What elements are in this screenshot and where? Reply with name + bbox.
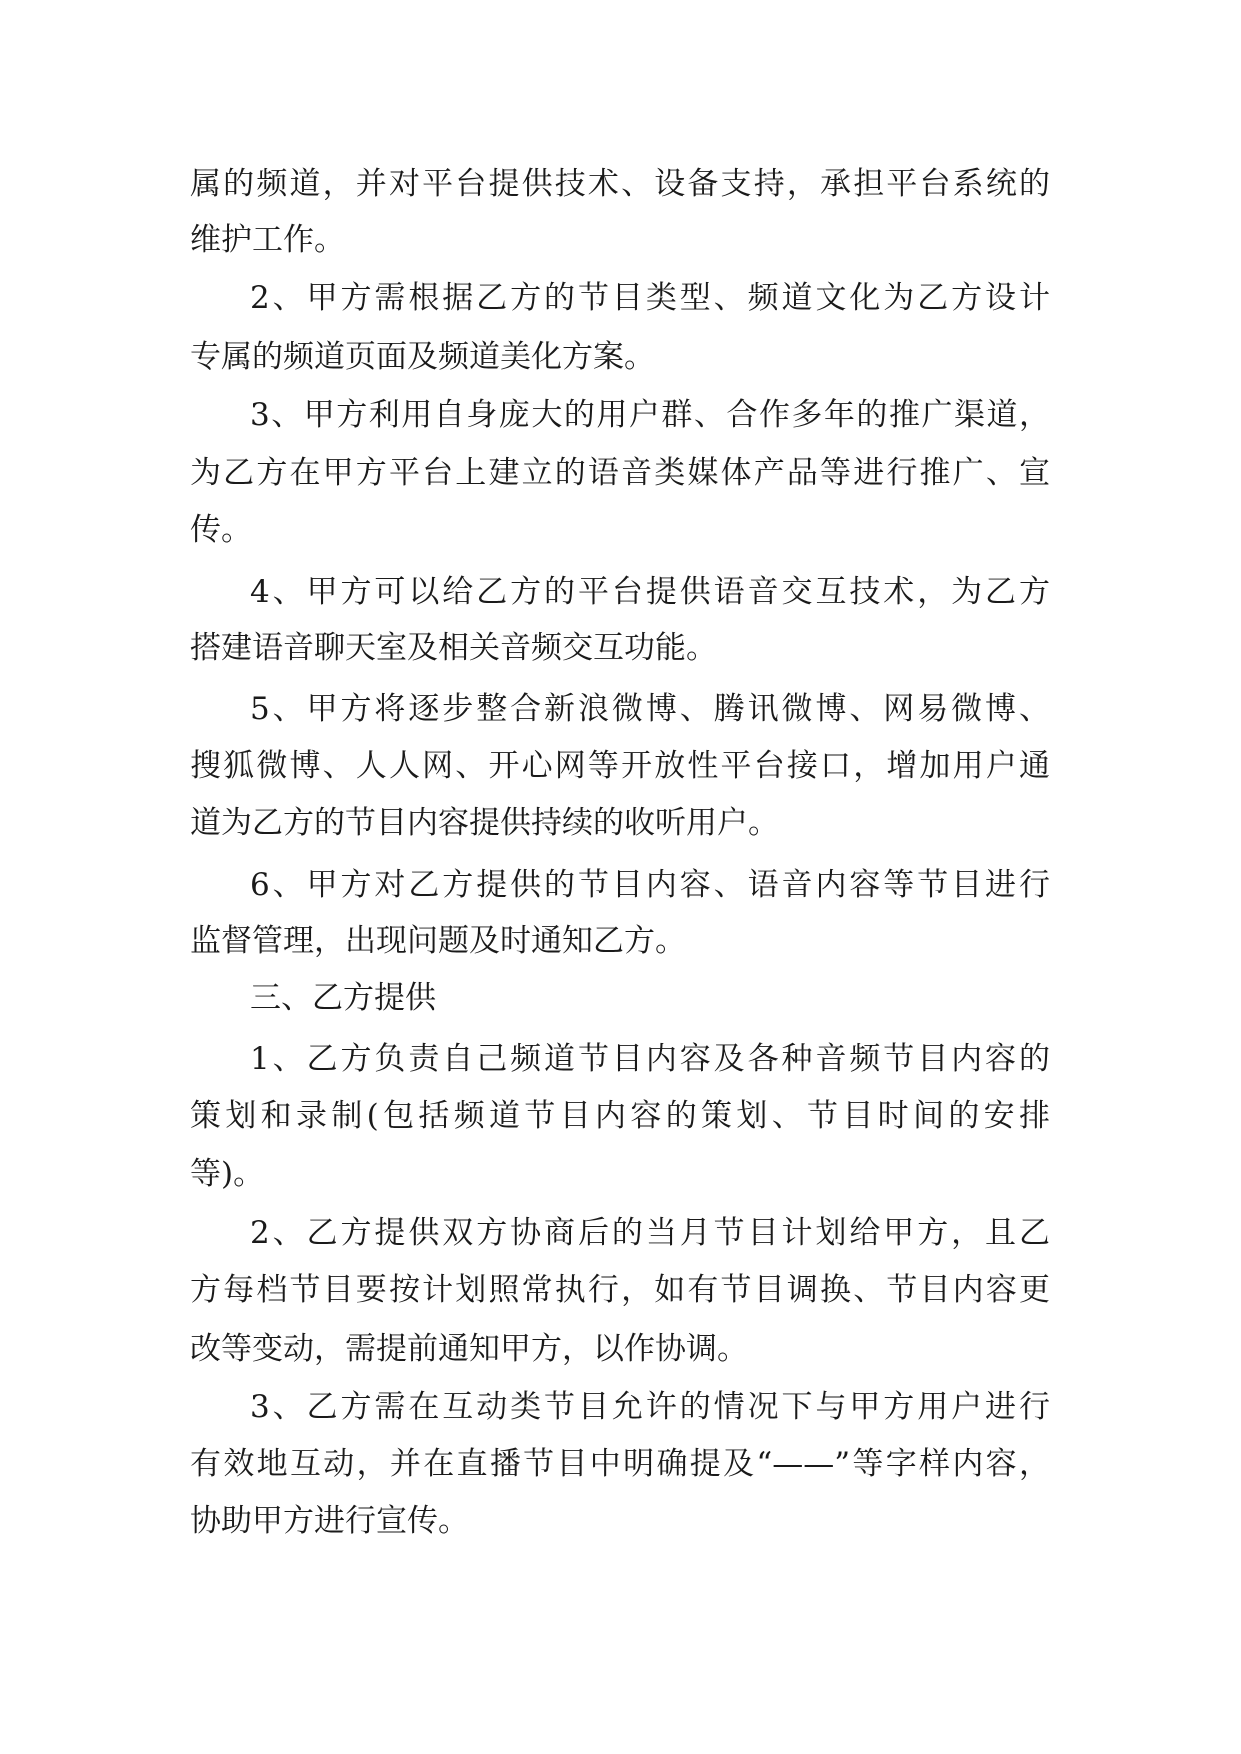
text-line: 1、乙方负责自己频道节目内容及各种音频节目内容的 — [250, 1041, 1050, 1077]
text-line: 传。 — [190, 512, 252, 548]
section-heading: 三、乙方提供 — [250, 980, 436, 1016]
text-line: 监督管理，出现问题及时通知乙方。 — [190, 923, 686, 959]
text-line: 属的频道，并对平台提供技术、设备支持，承担平台系统的 — [190, 166, 1050, 202]
text-line: 2、乙方提供双方协商后的当月节目计划给甲方，且乙 — [250, 1215, 1050, 1251]
text-line: 道为乙方的节目内容提供持续的收听用户。 — [190, 805, 779, 841]
text-line: 维护工作。 — [190, 222, 345, 258]
text-line: 策划和录制(包括频道节目内容的策划、节目时间的安排 — [190, 1098, 1050, 1134]
text-line: 协助甲方进行宣传。 — [190, 1503, 469, 1539]
text-line: 2、甲方需根据乙方的节目类型、频道文化为乙方设计 — [250, 280, 1050, 316]
text-line: 6、甲方对乙方提供的节目内容、语音内容等节目进行 — [250, 867, 1050, 903]
text-line: 方每档节目要按计划照常执行，如有节目调换、节目内容更 — [190, 1272, 1050, 1308]
text-line: 改等变动，需提前通知甲方，以作协调。 — [190, 1331, 748, 1367]
text-line: 搭建语音聊天室及相关音频交互功能。 — [190, 630, 717, 666]
text-line: 专属的频道页面及频道美化方案。 — [190, 339, 655, 375]
text-line: 搜狐微博、人人网、开心网等开放性平台接口，增加用户通 — [190, 748, 1050, 784]
text-line: 有效地互动，并在直播节目中明确提及“——”等字样内容， — [190, 1446, 1050, 1482]
text-line: 4、甲方可以给乙方的平台提供语音交互技术，为乙方 — [250, 574, 1050, 610]
text-line: 3、甲方利用自身庞大的用户群、合作多年的推广渠道， — [250, 397, 1050, 433]
text-line: 为乙方在甲方平台上建立的语音类媒体产品等进行推广、宣 — [190, 455, 1050, 491]
text-line: 3、乙方需在互动类节目允许的情况下与甲方用户进行 — [250, 1389, 1050, 1425]
text-line: 5、甲方将逐步整合新浪微博、腾讯微博、网易微博、 — [250, 691, 1050, 727]
text-line: 等)。 — [190, 1156, 265, 1192]
